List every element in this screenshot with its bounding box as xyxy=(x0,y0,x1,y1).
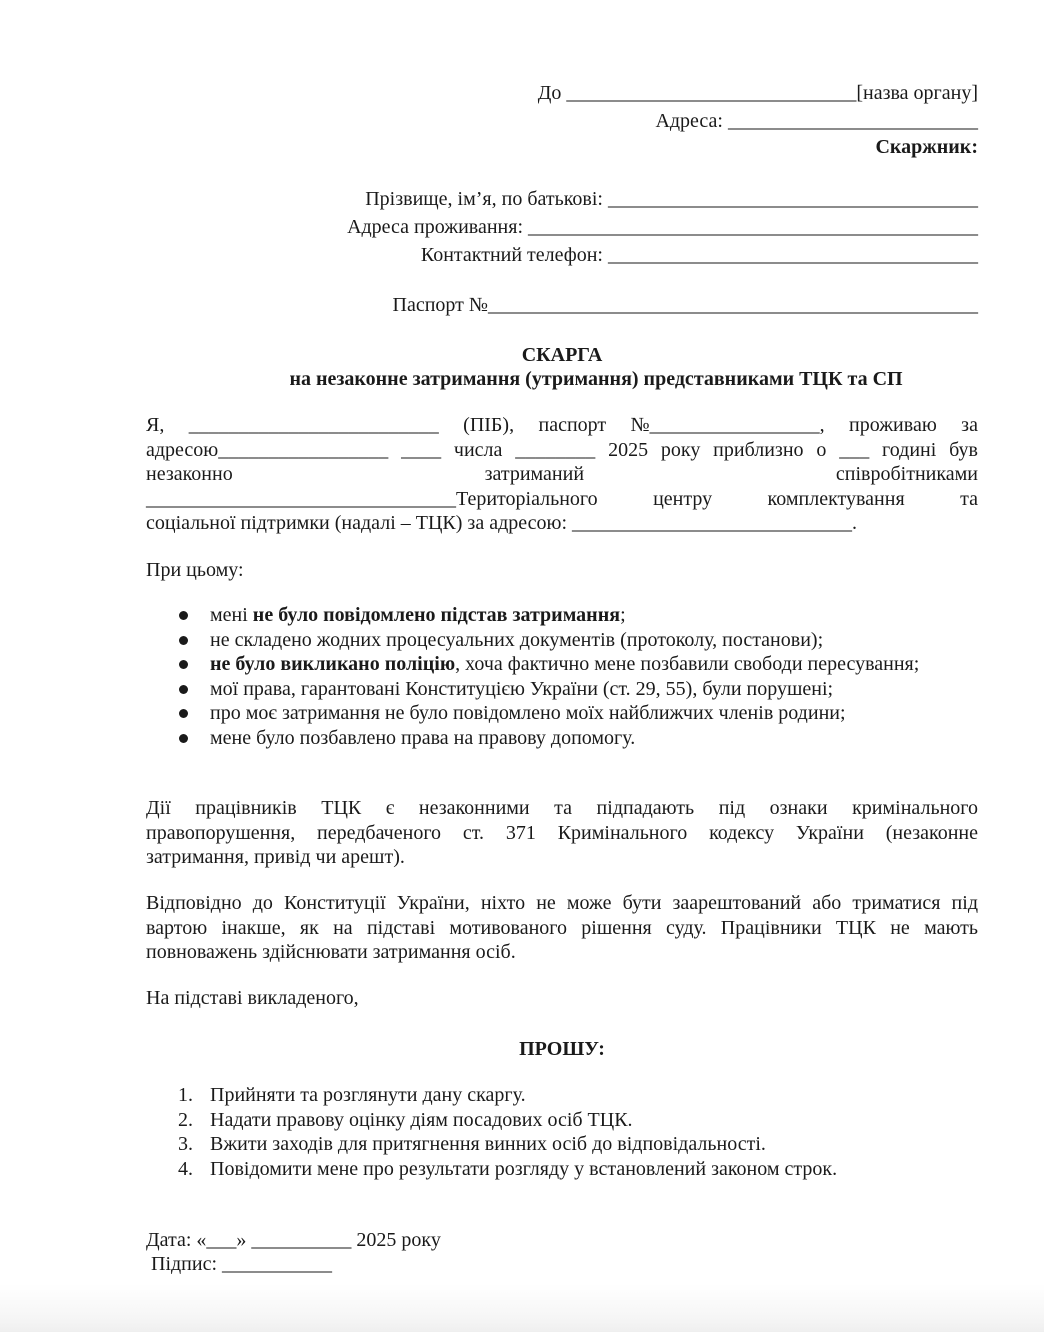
full-name-label: Прізвище, ім’я, по батькові: xyxy=(365,188,608,210)
intro-line-4: _______________________________Територіального центру комплектування та xyxy=(146,487,978,510)
bullet-icon xyxy=(179,734,188,743)
paragraph-line: правопорушення, передбаченого ст. 371 Кримінального кодексу України (незаконне xyxy=(146,821,978,844)
paragraph-line: затримання, привід чи арешт). xyxy=(146,846,405,869)
intro-line-2: адресою_________________ ____ числа ________ 2025 року приблизно о ___ годині був xyxy=(146,438,978,461)
illegality-paragraph xyxy=(146,796,978,870)
circumstances-list xyxy=(146,603,1006,751)
circumstances-lead: При цьому: xyxy=(146,559,244,581)
basis-line: На підставі викладеного, xyxy=(146,987,359,1009)
intro-line-3: незаконно затриманий співробітниками xyxy=(146,463,978,486)
recipient-prefix: До xyxy=(537,82,567,104)
paragraph-line: вартою інакше, як на підставі мотивованого рішення суду. Працівники ТЦК не мають xyxy=(146,916,978,939)
constitution-paragraph xyxy=(146,891,978,965)
list-item: мої права, гарантовані Конституцією України (ст. 29, 55), були порушені; xyxy=(146,677,1006,702)
list-item: про моє затримання не було повідомлено моїх найближчих членів родини; xyxy=(146,701,1006,726)
list-item: мені не було повідомлено підстав затримання; xyxy=(146,603,1006,628)
list-item: 1. Прийняти та розглянути дану скаргу. xyxy=(178,1084,526,1106)
intro-paragraph xyxy=(146,413,978,536)
document-subtitle: на незаконне затримання (утримання) представниками ТЦК та СП xyxy=(289,368,903,390)
recipient-address-label: Адреса: xyxy=(655,110,728,132)
recipient-blank: _____________________________ xyxy=(566,82,857,104)
item-number: 1. xyxy=(178,1084,193,1106)
request-list xyxy=(146,1083,1006,1181)
phone-label: Контактний телефон: xyxy=(420,244,608,266)
paragraph-line: Дії працівників ТЦК є незаконними та підпадають під ознаки кримінального xyxy=(146,797,978,819)
list-item: не було викликано поліцію, хоча фактично мене позбавили свободи пересування; xyxy=(146,652,1006,677)
list-item: мене було позбавлено права на правову допомогу. xyxy=(146,726,1006,751)
item-number: 4. xyxy=(178,1157,193,1180)
intro-line-5: соціальної підтримки (надалі – ТЦК) за адресою: ____________________________. xyxy=(146,512,857,535)
passport-label: Паспорт № xyxy=(392,294,488,316)
full-name-blank: _____________________________________ xyxy=(608,188,978,210)
passport-line xyxy=(373,269,978,341)
list-item: не складено жодних процесуальних документів (протоколу, постанови); xyxy=(146,628,1006,653)
signature-line: Підпис: ___________ xyxy=(151,1253,333,1275)
phone-blank: _____________________________________ xyxy=(608,244,978,266)
document-title: СКАРГА xyxy=(521,344,603,366)
passport-blank: _________________________________________________ xyxy=(488,294,978,316)
item-number: 2. xyxy=(178,1108,193,1131)
bullet-icon xyxy=(179,636,188,645)
paragraph-line: повноважень здійснювати затримання осіб. xyxy=(146,941,516,964)
paragraph-line: Відповідно до Конституції України, ніхто не може бути заарештований або триматися під xyxy=(146,892,978,914)
residence-blank: _____________________________________________ xyxy=(528,216,978,238)
list-item: 2. Надати правову оцінку діям посадових осіб ТЦК. xyxy=(178,1108,633,1131)
request-heading: ПРОШУ: xyxy=(519,1038,605,1060)
date-line: Дата: «___» __________ 2025 року xyxy=(146,1229,441,1251)
list-item: 3. Вжити заходів для притягнення винних осіб до відповідальності. xyxy=(178,1133,766,1156)
list-item: 4. Повідомити мене про результати розгляду у встановлений законом строк. xyxy=(178,1157,838,1180)
bullet-icon xyxy=(179,660,188,669)
recipient-address-blank: _________________________ xyxy=(728,110,978,132)
bullet-icon xyxy=(179,709,188,718)
bullet-icon xyxy=(179,685,188,694)
recipient-hint: [назва органу] xyxy=(856,82,978,104)
bullet-icon xyxy=(179,611,188,620)
complainant-heading: Скаржник: xyxy=(875,136,978,158)
item-number: 3. xyxy=(178,1133,193,1156)
intro-line-1: Я, _________________________ (ПІБ), паспорт №_________________, проживаю за xyxy=(146,414,978,436)
page-bottom-shadow xyxy=(0,1284,1044,1332)
residence-label: Адреса проживання: xyxy=(347,216,528,238)
